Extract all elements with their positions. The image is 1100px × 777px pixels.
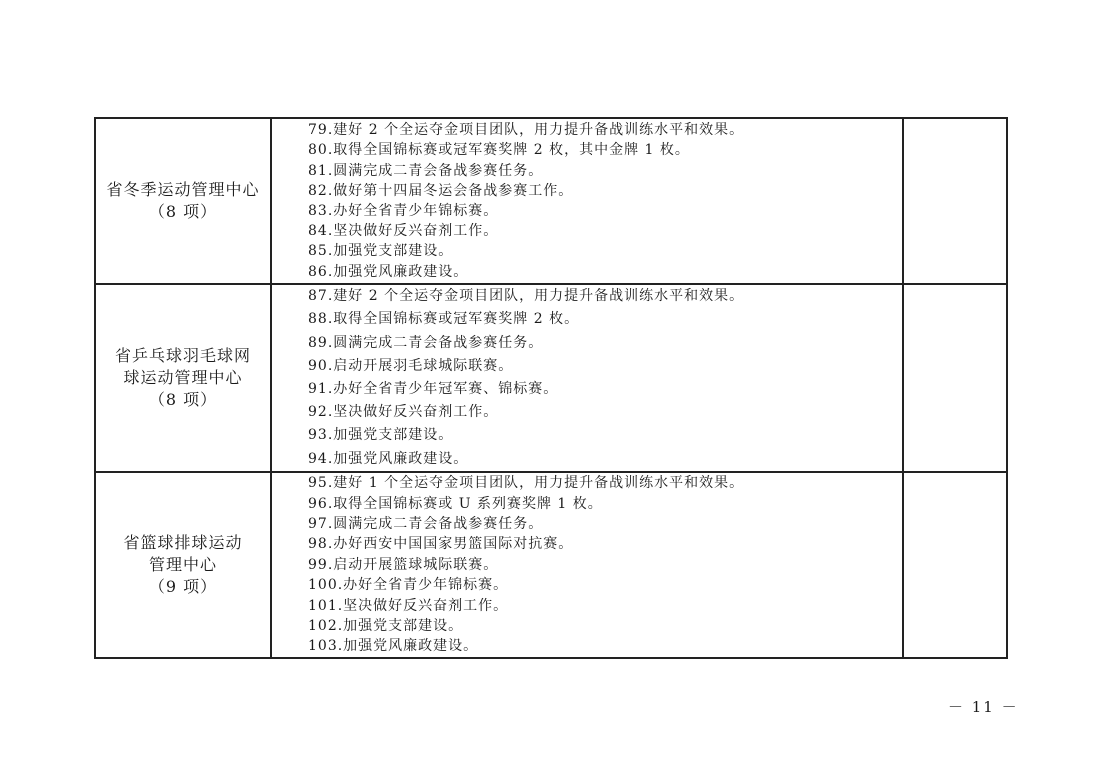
task-item: 100.办好全省青少年锦标赛。 bbox=[308, 577, 509, 594]
remark-cell bbox=[903, 472, 1007, 658]
task-item: 85.加强党支部建设。 bbox=[308, 243, 454, 260]
task-item: 91.办好全省青少年冠军赛、锦标赛。 bbox=[308, 381, 559, 397]
task-item: 82.做好第十四届冬运会备战参赛工作。 bbox=[308, 182, 574, 199]
page-number: － 11 － bbox=[948, 698, 1019, 716]
task-item: 98.办好西安中国国家男篮国际对抗赛。 bbox=[308, 536, 574, 553]
task-item: 103.加强党风廉政建设。 bbox=[308, 638, 479, 655]
remark-cell bbox=[903, 284, 1007, 472]
unit-count-line: （8 项） bbox=[148, 202, 218, 221]
unit-name-line: 球运动管理中心 bbox=[123, 368, 243, 387]
tasks-cell bbox=[271, 472, 903, 658]
unit-cell bbox=[95, 284, 271, 472]
unit-count-line: （9 项） bbox=[148, 577, 218, 596]
task-item: 96.取得全国锦标赛或 U 系列赛奖牌 1 枚。 bbox=[308, 495, 603, 512]
unit-name-line: 管理中心 bbox=[148, 555, 217, 574]
unit-count-line: （8 项） bbox=[148, 390, 218, 409]
task-item: 92.坚决做好反兴奋剂工作。 bbox=[308, 404, 499, 421]
unit-name-line: 省乒乓球羽毛球网 bbox=[114, 346, 251, 365]
task-item: 80.取得全国锦标赛或冠军赛奖牌 2 枚，其中金牌 1 枚。 bbox=[308, 142, 690, 159]
unit-name-line: 省冬季运动管理中心 bbox=[106, 180, 260, 199]
unit-name-line: 省篮球排球运动 bbox=[123, 533, 243, 552]
task-item: 95.建好 1 个全运夺金项目团队，用力提升备战训练水平和效果。 bbox=[308, 475, 745, 492]
task-item: 88.取得全国锦标赛或冠军赛奖牌 2 枚。 bbox=[308, 311, 580, 328]
task-item: 79.建好 2 个全运夺金项目团队，用力提升备战训练水平和效果。 bbox=[308, 122, 745, 139]
task-list bbox=[272, 285, 902, 471]
task-item: 86.加强党风廉政建设。 bbox=[308, 263, 469, 280]
task-list bbox=[272, 473, 902, 657]
table-row bbox=[95, 472, 1007, 658]
table-row bbox=[95, 118, 1007, 284]
task-item: 101.坚决做好反兴奋剂工作。 bbox=[308, 597, 509, 614]
task-item: 81.圆满完成二青会备战参赛任务。 bbox=[308, 162, 544, 179]
task-item: 87.建好 2 个全运夺金项目团队，用力提升备战训练水平和效果。 bbox=[308, 288, 745, 305]
task-item: 84.坚决做好反兴奋剂工作。 bbox=[308, 223, 499, 240]
unit-cell bbox=[95, 118, 271, 284]
task-item: 99.启动开展篮球城际联赛。 bbox=[308, 556, 499, 573]
remark-cell bbox=[903, 118, 1007, 284]
task-item: 83.办好全省青少年锦标赛。 bbox=[308, 203, 499, 219]
task-item: 89.圆满完成二青会备战参赛任务。 bbox=[308, 334, 544, 351]
tasks-cell bbox=[271, 118, 903, 284]
task-list bbox=[272, 120, 902, 282]
task-item: 97.圆满完成二青会备战参赛任务。 bbox=[308, 515, 544, 532]
table-row bbox=[95, 284, 1007, 472]
task-item: 90.启动开展羽毛球城际联赛。 bbox=[308, 357, 514, 374]
task-item: 93.加强党支部建设。 bbox=[308, 427, 454, 444]
task-item: 102.加强党支部建设。 bbox=[308, 618, 464, 635]
tasks-cell bbox=[271, 284, 903, 472]
task-table bbox=[94, 117, 1008, 659]
task-item: 94.加强党风廉政建设。 bbox=[308, 450, 469, 467]
unit-cell bbox=[95, 472, 271, 658]
